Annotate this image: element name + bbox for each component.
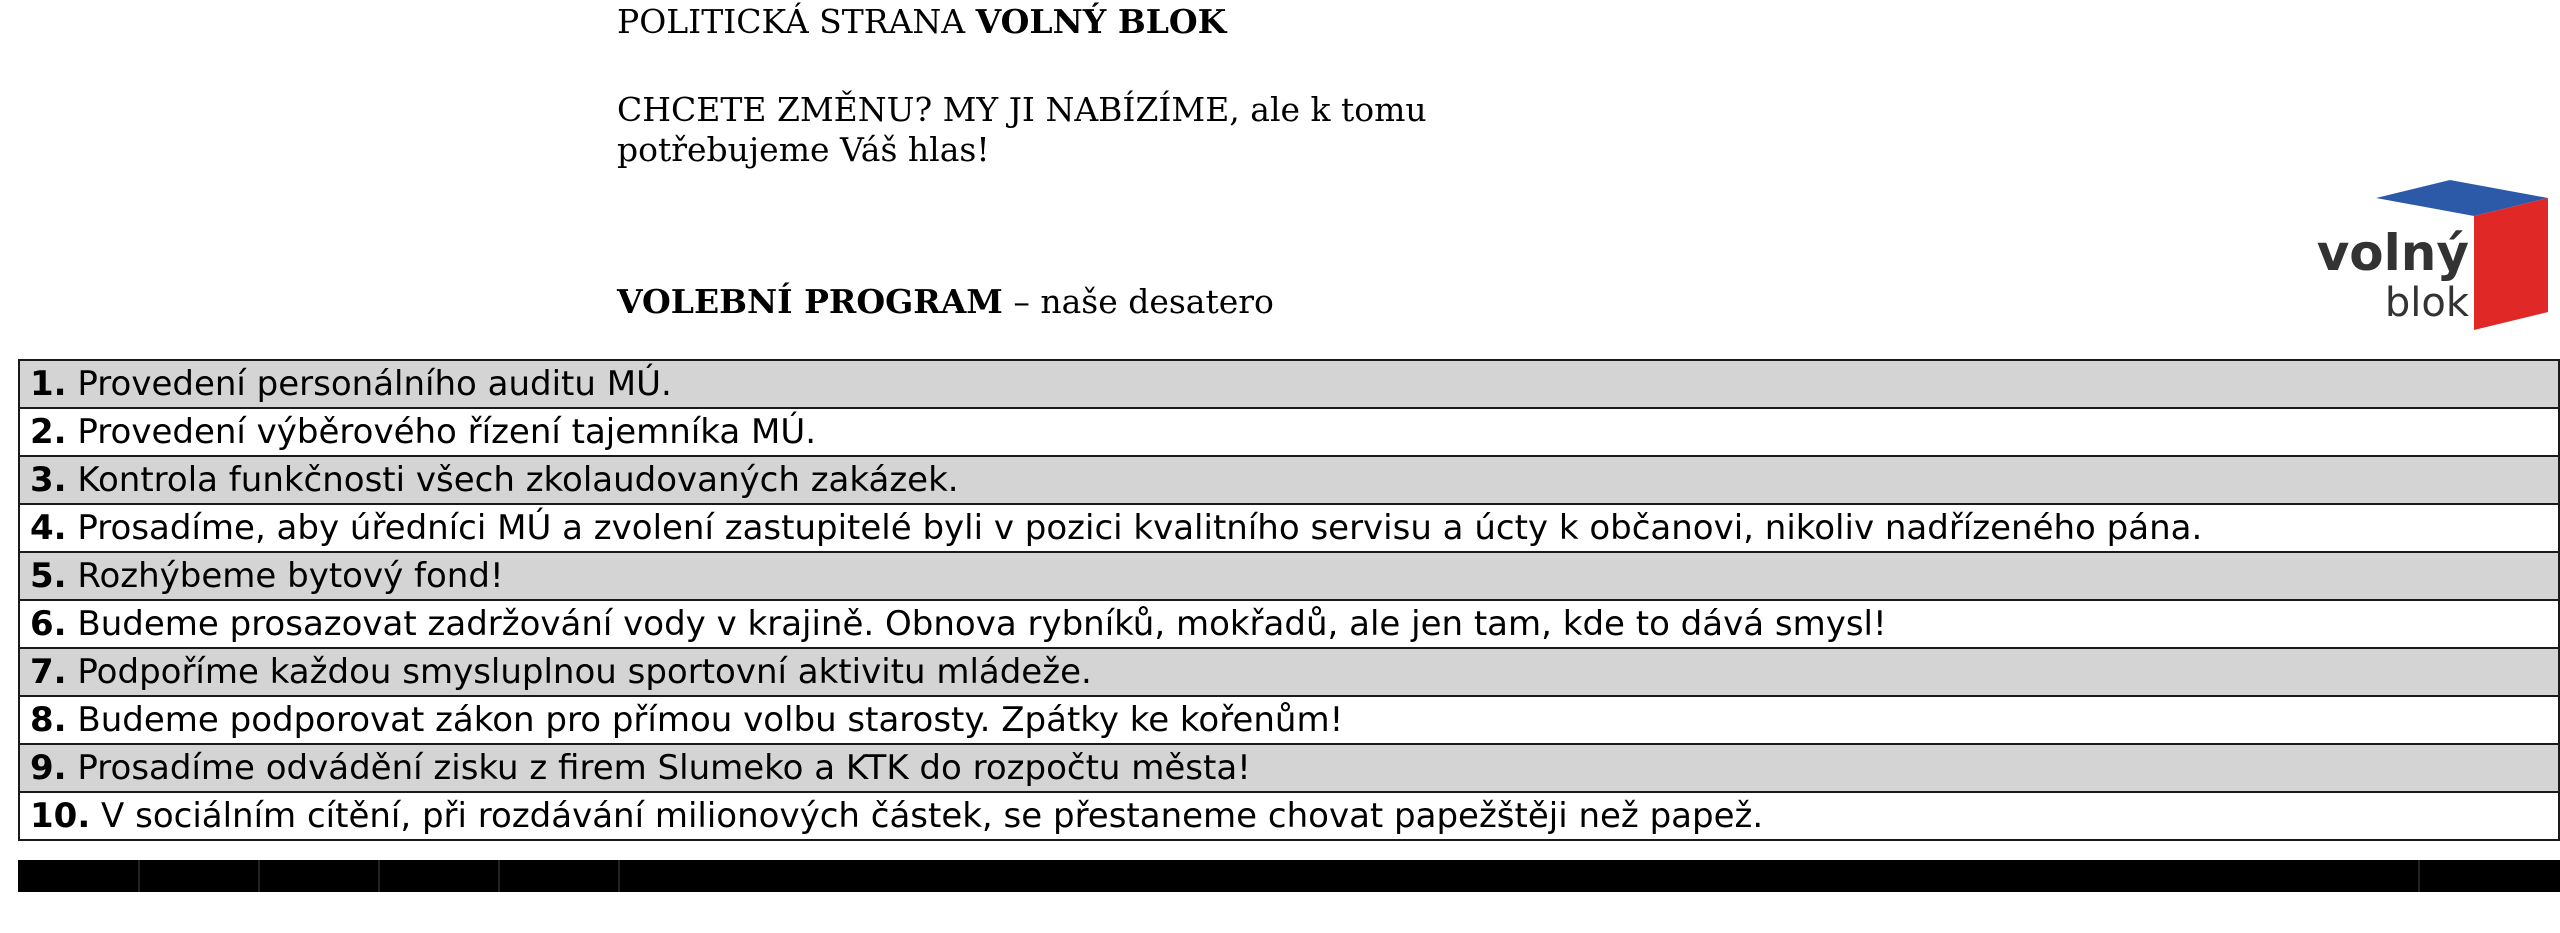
program-table [18, 359, 2560, 841]
program-item-text: Kontrola funkčnosti všech zkolaudovaných zakázek. [77, 460, 959, 500]
program-heading [617, 282, 1274, 322]
program-item-number: 7. [30, 652, 67, 692]
program-item-cell [19, 744, 2559, 792]
program-item [19, 696, 2559, 744]
program-item-cell [19, 504, 2559, 552]
table-footer-bar [18, 860, 2560, 892]
program-item [19, 744, 2559, 792]
program-item-cell [19, 552, 2559, 600]
program-item [19, 504, 2559, 552]
program-item-cell [19, 792, 2559, 840]
program-item-cell [19, 408, 2559, 456]
program-item-text: Rozhýbeme bytový fond! [77, 556, 504, 596]
program-item [19, 456, 2559, 504]
program-item-text: V sociálním cítění, při rozdávání milionových částek, se přestaneme chovat papežštěji než papež. [101, 796, 1764, 836]
program-item-number: 9. [30, 748, 67, 788]
program-item [19, 552, 2559, 600]
program-item-cell [19, 600, 2559, 648]
program-item-number: 2. [30, 412, 67, 452]
program-item-cell [19, 360, 2559, 408]
program-item [19, 648, 2559, 696]
program-item-cell [19, 648, 2559, 696]
program-item [19, 600, 2559, 648]
program-item-text: Budeme podporovat zákon pro přímou volbu starosty. Zpátky ke kořenům! [77, 700, 1344, 740]
program-item [19, 792, 2559, 840]
program-item-text: Budeme prosazovat zadržování vody v krajině. Obnova rybníků, mokřadů, ale jen tam, kde to dává smysl! [77, 604, 1887, 644]
program-item-number: 8. [30, 700, 67, 740]
program-item-cell [19, 456, 2559, 504]
program-item [19, 360, 2559, 408]
logo-text-volny: volný [2316, 224, 2469, 282]
program-item-text: Prosadíme, aby úředníci MÚ a zvolení zastupitelé byli v pozici kvalitního servisu a úcty k občanovi, nikoliv nadřízeného pána. [77, 508, 2203, 548]
slogan: CHCETE ZMĚNU? MY JI NABÍZÍME, ale k tomu potřebujeme Váš hlas! [617, 90, 1427, 169]
program-title: VOLEBNÍ PROGRAM [617, 282, 1003, 321]
logo-cube-front [2474, 198, 2548, 330]
program-item-text: Provedení personálního auditu MÚ. [77, 364, 672, 404]
program-item-text: Prosadíme odvádění zisku z firem Slumeko a KTK do rozpočtu města! [77, 748, 1251, 788]
program-item-number: 5. [30, 556, 67, 596]
party-prefix: POLITICKÁ STRANA [617, 2, 966, 41]
program-item-number: 10. [30, 796, 91, 836]
party-line [617, 2, 1226, 42]
program-item-number: 4. [30, 508, 67, 548]
volny-blok-logo [2310, 180, 2550, 332]
program-item-text: Podpoříme každou smysluplnou sportovní aktivitu mládeže. [77, 652, 1092, 692]
program-item-cell [19, 696, 2559, 744]
program-subtitle: – naše desatero [1013, 282, 1274, 321]
program-item-number: 6. [30, 604, 67, 644]
logo-text-blok: blok [2384, 280, 2469, 326]
program-item [19, 408, 2559, 456]
program-item-number: 1. [30, 364, 67, 404]
program-item-text: Provedení výběrového řízení tajemníka MÚ. [77, 412, 817, 452]
program-item-number: 3. [30, 460, 67, 500]
party-name: VOLNÝ BLOK [975, 2, 1227, 41]
